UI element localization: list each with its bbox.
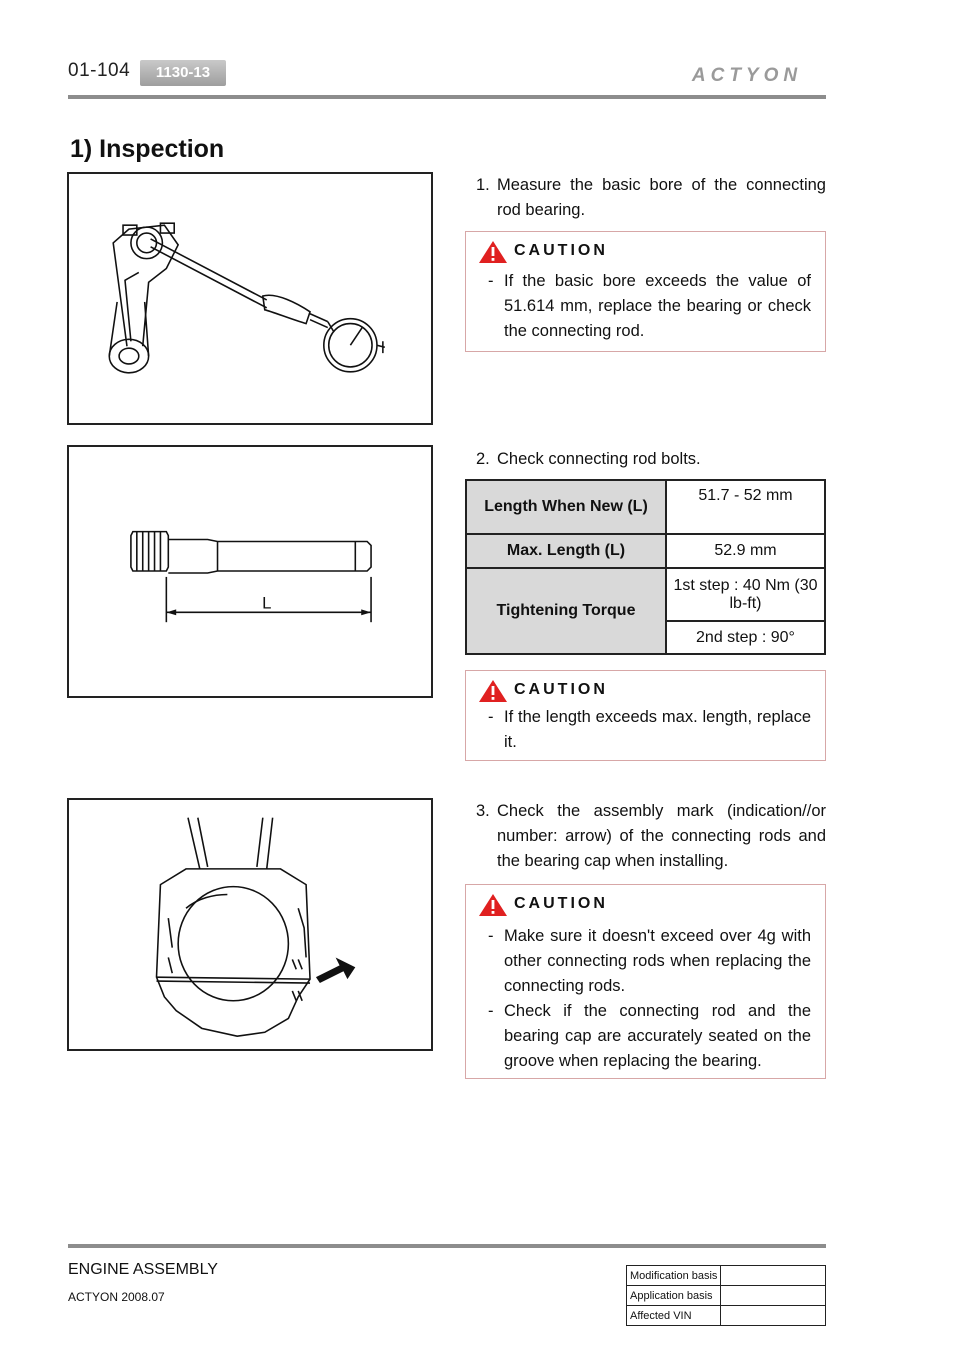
table-row (466, 568, 825, 621)
table-label-max-length: Max. Length (L) (466, 534, 666, 568)
table-value-torque-1: 1st step : 40 Nm (30 lb-ft) (666, 568, 825, 621)
brand-logo (668, 64, 826, 86)
table-row (627, 1286, 826, 1306)
basis-value (721, 1286, 826, 1306)
step-1-number: 1. (476, 176, 490, 194)
table-value-max-length: 52.9 mm (666, 534, 825, 568)
basis-value (721, 1306, 826, 1326)
section-title: 1) Inspection (70, 135, 225, 163)
bullet-dash: - (488, 1002, 494, 1020)
basis-label: Modification basis (627, 1266, 721, 1286)
warning-triangle-icon (478, 679, 508, 703)
table-label-length-new: Length When New (L) (466, 480, 666, 534)
dimension-label: L (262, 593, 272, 613)
step-2-text: Check connecting rod bolts. (497, 450, 701, 468)
table-row (627, 1266, 826, 1286)
brand-logo-text: ACTYON (691, 65, 803, 86)
step-3-text: Check the assembly mark (indication//or number: arrow) of the connecting rods and the bearing cap when installing. (497, 802, 826, 870)
caution-box-2 (465, 670, 826, 761)
table-value-torque-2: 2nd step : 90° (666, 621, 825, 654)
caution-item: - Check if the connecting rod and the bearing cap are accurately seated on the groove when replacing the bearing. (488, 999, 811, 1074)
caution-list-2 (488, 705, 811, 755)
caution-label: CAUTION (514, 895, 608, 912)
arrow-icon (316, 957, 355, 983)
table-value-length-new: 51.7 - 52 mm (666, 480, 825, 534)
step-1-text: Measure the basic bore of the connecting rod bearing. (497, 176, 826, 219)
footer-title: ENGINE ASSEMBLY (68, 1261, 218, 1278)
step-3-number: 3. (476, 802, 490, 820)
bolt-spec-table (465, 479, 826, 655)
footer-rule (68, 1244, 826, 1248)
basis-table (626, 1265, 826, 1326)
step-2 (476, 447, 826, 472)
table-row (466, 534, 825, 568)
figure-rod-bolt (67, 445, 433, 698)
header-rule (68, 95, 826, 99)
page-number: 01-104 (68, 60, 131, 81)
caution-item: - If the length exceeds max. length, replace it. (488, 705, 811, 755)
bullet-dash: - (488, 927, 494, 945)
basis-label: Application basis (627, 1286, 721, 1306)
table-row (627, 1306, 826, 1326)
warning-triangle-icon (478, 240, 508, 264)
section-code-badge: 1130-13 (140, 60, 226, 86)
caution-label: CAUTION (514, 242, 608, 259)
bullet-dash: - (488, 272, 494, 290)
footer-subtitle: ACTYON 2008.07 (68, 1290, 165, 1304)
step-3 (476, 799, 826, 874)
caution-box-3 (465, 884, 826, 1079)
figure-bore-gauge (67, 172, 433, 425)
caution-item: - Make sure it doesn't exceed over 4g with other connecting rods when replacing the connecting rods. (488, 924, 811, 999)
step-1 (476, 173, 826, 223)
caution-box-1 (465, 231, 826, 352)
caution-label: CAUTION (514, 681, 608, 698)
basis-label: Affected VIN (627, 1306, 721, 1326)
caution-list-3 (488, 924, 811, 1074)
warning-triangle-icon (478, 893, 508, 917)
table-label-torque: Tightening Torque (466, 568, 666, 654)
table-row (466, 480, 825, 534)
figure-assembly-mark (67, 798, 433, 1051)
caution-list-1 (488, 269, 811, 344)
step-2-number: 2. (476, 450, 490, 468)
caution-item: - If the basic bore exceeds the value of 51.614 mm, replace the bearing or check the connecting rod. (488, 269, 811, 344)
basis-value (721, 1266, 826, 1286)
bullet-dash: - (488, 708, 494, 726)
